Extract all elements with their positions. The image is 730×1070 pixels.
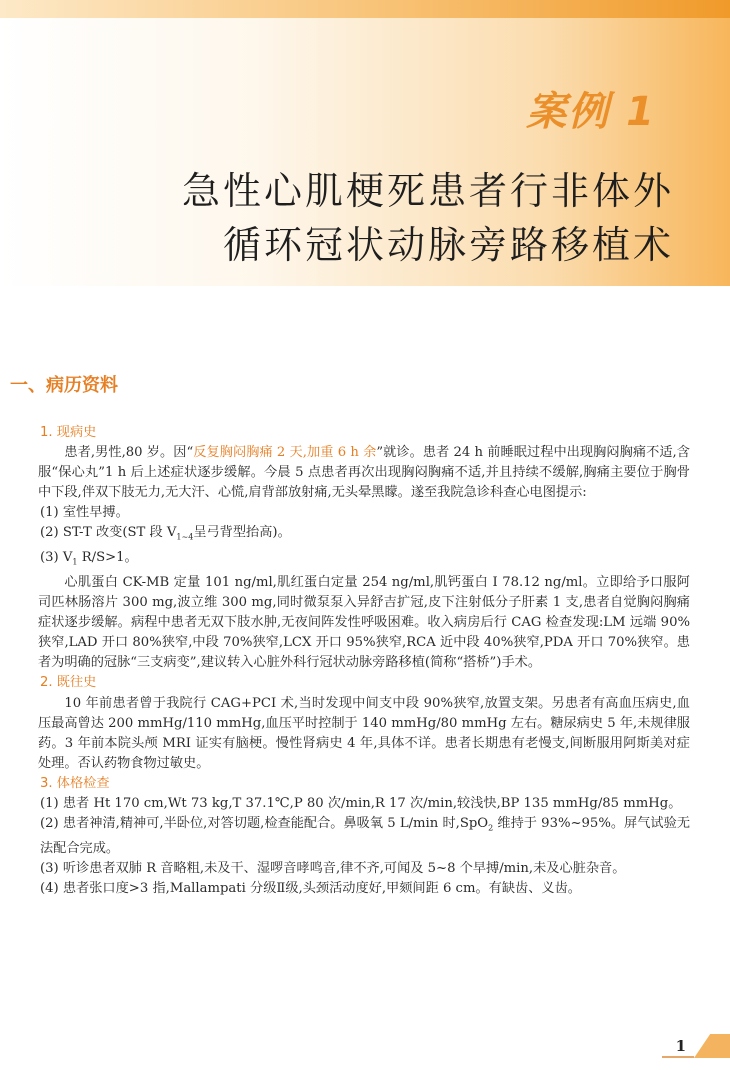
exam-item-2 xyxy=(38,814,690,859)
present-illness-paragraph xyxy=(38,443,690,503)
footer-rule xyxy=(662,1056,694,1058)
text-run: 患者,男性,80 岁。因“ xyxy=(64,445,194,461)
text-run: (3) V xyxy=(40,550,73,566)
case-body xyxy=(38,423,690,899)
footer-corner-tab xyxy=(694,1034,730,1058)
text-run: 维持于 93%~95%。屏气试验无法配合完成。 xyxy=(40,816,691,856)
text-run: (2) ST-T 改变(ST 段 V xyxy=(40,525,177,541)
subscript: 2 xyxy=(488,823,494,833)
subheading-physical-exam: 3. 体格检查 xyxy=(40,775,110,791)
past-history-paragraph: 10 年前患者曾于我院行 CAG+PCI 术,当时发现中间支中段 90%狭窄,放置支架。另患者有高血压病史,血压最高曾达 200 mmHg/110 mmHg,血压平时控制于 140 mmHg/80 mmHg 左右。糖尿病史 5 年,未规律服药。3 年前本院头颅 MRI 证实有脑梗。慢性肾病史 4 年,具体不详。患者长期患有老慢支,间断服用阿斯美对症处理。否认药物食物过敏史。 xyxy=(38,695,690,771)
exam-item-3: (3) 听诊患者双肺 R 音略粗,未及干、湿啰音哮鸣音,律不齐,可闻及 5~8 个早搏/min,未及心脏杂音。 xyxy=(40,860,626,876)
chapter-title-line-1: 急性心肌梗死患者行非体外 xyxy=(181,169,674,213)
subscript: 1~4 xyxy=(176,533,194,543)
chapter-title-line-2: 循环冠状动脉旁路移植术 xyxy=(222,223,674,267)
ecg-finding-2 xyxy=(38,523,690,548)
section-title: 一、病历资料 xyxy=(10,375,118,396)
exam-item-4: (4) 患者张口度>3 指,Mallampati 分级Ⅱ级,头颈活动度好,甲颏间距 6 cm。有缺齿、义齿。 xyxy=(40,880,581,896)
ecg-finding-3 xyxy=(38,548,690,573)
ecg-finding-1: (1) 室性早搏。 xyxy=(40,505,129,521)
text-run: 呈弓背型抬高)。 xyxy=(193,525,291,541)
subheading-present-illness: 1. 现病史 xyxy=(40,425,97,440)
top-color-stripe xyxy=(0,0,730,18)
subheading-past-history: 2. 既往史 xyxy=(40,675,97,691)
exam-item-1: (1) 患者 Ht 170 cm,Wt 73 kg,T 37.1℃,P 80 次/min,R 17 次/min,较浅快,BP 135 mmHg/85 mmHg。 xyxy=(40,795,682,811)
page-number: 1 xyxy=(675,1037,686,1055)
text-run: ”就诊。患者 24 h 前睡眠过程中出现胸闷胸痛不适,含服“保心丸”1 h 后上述症状逐步缓解。今晨 5 点患者再次出现胸闷胸痛不适,并且持续不缓解,胸痛主要位于胸骨中下段,伴双下肢无力,无大汗、心慌,肩背部放射痛,无头晕黑矇。遂至我院急诊科查心电图提示: xyxy=(38,445,690,501)
subscript: 1 xyxy=(72,557,78,567)
chief-complaint-highlight: 反复胸闷胸痛 2 天,加重 6 h 余 xyxy=(193,445,377,461)
text-run: R/S>1。 xyxy=(77,550,138,566)
text-run: (2) 患者神清,精神可,半卧位,对答切题,检查能配合。鼻吸氧 5 L/min 时,SpO xyxy=(40,816,489,832)
case-label: 案例 1 xyxy=(526,89,656,135)
lab-and-cag-paragraph: 心肌蛋白 CK-MB 定量 101 ng/ml,肌红蛋白定量 254 ng/ml,肌钙蛋白 I 78.12 ng/ml。立即给予口服阿司匹林肠溶片 300 mg,波立维 300 mg,同时微泵泵入异舒吉扩冠,皮下注射低分子肝素 1 支,患者自觉胸闷胸痛症状逐步缓解。病程中患者无双下肢水肿,无夜间阵发性呼吸困难。收入病房后行 CAG 检查发现:LM 远端 90%狭窄,LAD 开口 80%狭窄,中段 70%狭窄,LCX 开口 95%狭窄,RCA 近中段 40%狭窄,PDA 开口 70%狭窄。患者为明确的冠脉“三支病变”,建议转入心脏外科行冠状动脉旁路移植(简称“搭桥”)手术。 xyxy=(38,574,690,671)
